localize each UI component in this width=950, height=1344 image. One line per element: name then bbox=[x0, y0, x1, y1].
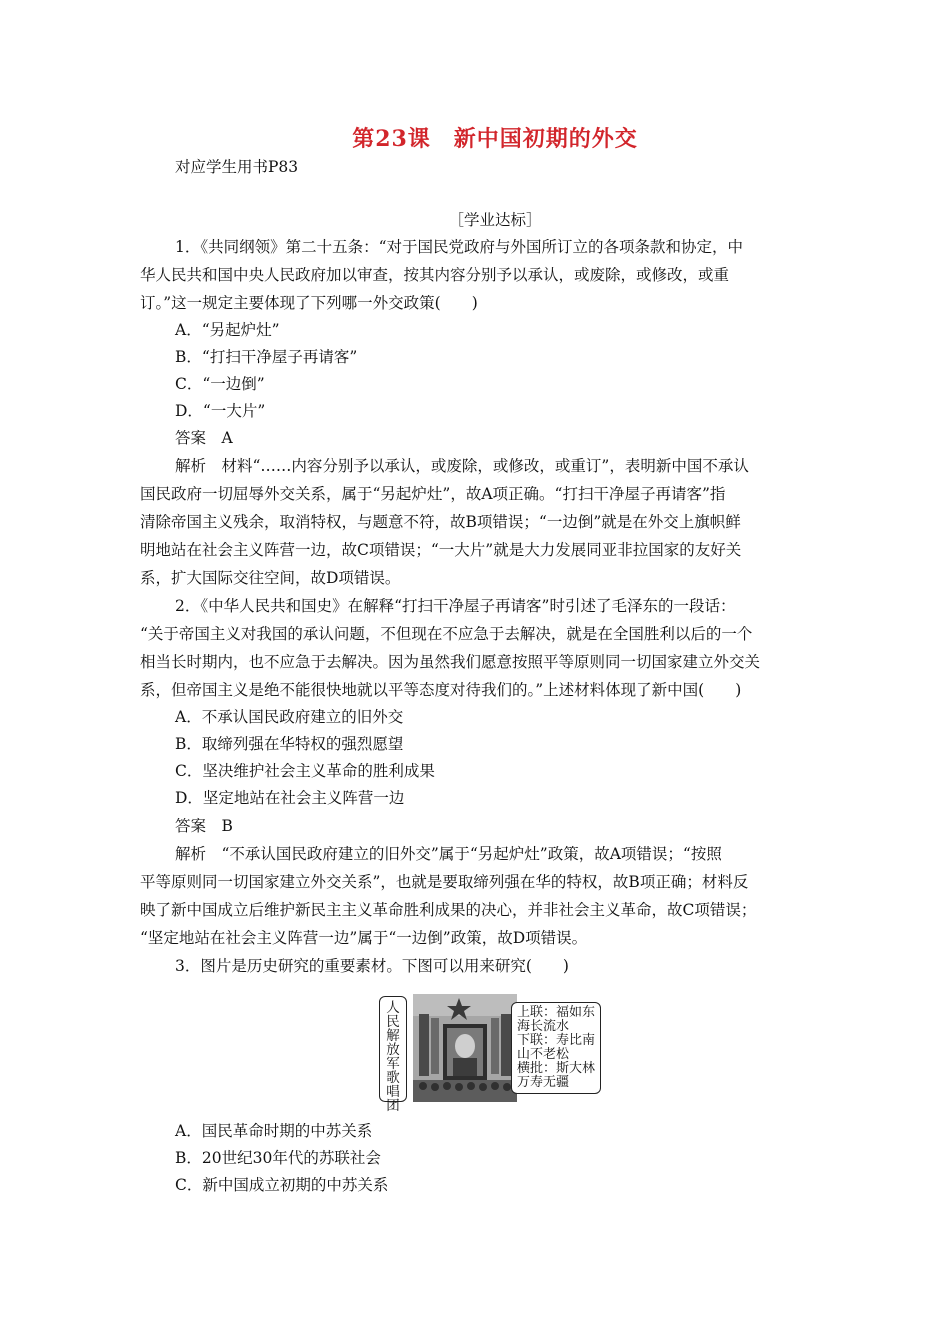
couplet-callout bbox=[511, 1002, 601, 1094]
couplet-line-2: 海长流水 bbox=[517, 1019, 570, 1034]
q1-answer: 答案 A bbox=[175, 429, 233, 447]
historical-photo-figure bbox=[379, 994, 601, 1114]
q2-option-a: A．不承认国民政府建立的旧外交 bbox=[175, 708, 404, 726]
couplet-line-1: 上联：福如东 bbox=[517, 1005, 596, 1020]
q1-option-b: B．“打扫干净屋子再请客” bbox=[175, 348, 358, 366]
stalin-portrait-photo bbox=[413, 994, 517, 1102]
q1-stem-line-2: 华人民共和国中央人民政府加以审查，按其内容分别予以承认，或废除，或修改，或重 bbox=[140, 266, 730, 284]
textbook-reference: 对应学生用书P83 bbox=[175, 158, 299, 176]
q2-stem-line-3: 相当长时期内，也不应急于去解决。因为虽然我们愿意按照平等原则同一切国家建立外交关 bbox=[140, 653, 761, 671]
q1-analysis-line-1: 解析 材料“……内容分别予以承认，或废除，或修改，或重订”，表明新中国不承认 bbox=[175, 457, 749, 475]
q2-analysis-line-1: 解析 “不承认国民政府建立的旧外交”属于“另起炉灶”政策，故A项错误；“按照 bbox=[175, 845, 722, 863]
couplet-line-5: 横批：斯大林 bbox=[517, 1061, 596, 1076]
section-heading: ［学业达标］ bbox=[448, 211, 542, 229]
q3-stem: 3．图片是历史研究的重要素材。下图可以用来研究( ) bbox=[175, 957, 569, 975]
q3-option-c: C．新中国成立初期的中苏关系 bbox=[175, 1176, 389, 1194]
couplet-line-3: 下联：寿比南 bbox=[517, 1033, 596, 1048]
q1-analysis-line-5: 系，扩大国际交往空间，故D项错误。 bbox=[140, 569, 401, 587]
q3-option-b: B．20世纪30年代的苏联社会 bbox=[175, 1149, 381, 1167]
q1-stem-line-3: 订。”这一规定主要体现了下列哪一外交政策( ) bbox=[140, 294, 478, 312]
lesson-title: 第23课 新中国初期的外交 bbox=[352, 126, 638, 152]
q2-stem-line-4: 系，但帝国主义是绝不能很快地就以平等态度对待我们的。”上述材料体现了新中国( ) bbox=[140, 681, 742, 699]
vertical-banner-text: 人民解放军歌唱团 bbox=[386, 1000, 400, 1114]
q1-option-c: C．“一边倒” bbox=[175, 375, 265, 393]
q2-analysis-line-4: “坚定地站在社会主义阵营一边”属于“一边倒”政策，故D项错误。 bbox=[140, 929, 588, 947]
q1-option-d: D．“一大片” bbox=[175, 402, 266, 420]
q2-analysis-line-2: 平等原则同一切国家建立外交关系”，也就是要取缔列强在华的特权，故B项正确；材料反 bbox=[140, 873, 749, 891]
photo-illustration bbox=[413, 994, 517, 1102]
q2-answer: 答案 B bbox=[175, 817, 233, 835]
q3-option-a: A．国民革命时期的中苏关系 bbox=[175, 1122, 373, 1140]
q1-analysis-line-3: 清除帝国主义残余，取消特权，与题意不符，故B项错误；“一边倒”就是在外交上旗帜鲜 bbox=[140, 513, 741, 531]
q2-analysis-line-3: 映了新中国成立后维护新民主主义革命胜利成果的决心，并非社会主义革命，故C项错误； bbox=[140, 901, 757, 919]
q1-stem-line-1: 1．《共同纲领》第二十五条：“对于国民党政府与外国所订立的各项条款和协定，中 bbox=[175, 238, 744, 256]
q1-analysis-line-4: 明地站在社会主义阵营一边，故C项错误；“一大片”就是大力发展同亚非拉国家的友好关 bbox=[140, 541, 742, 559]
q1-analysis-line-2: 国民政府一切屈辱外交关系，属于“另起炉灶”，故A项正确。“打扫干净屋子再请客”指 bbox=[140, 485, 726, 503]
q2-stem-line-2: “关于帝国主义对我国的承认问题，不但现在不应急于去解决，就是在全国胜利以后的一个 bbox=[140, 625, 753, 643]
q2-option-b: B．取缔列强在华特权的强烈愿望 bbox=[175, 735, 404, 753]
couplet-line-4: 山不老松 bbox=[517, 1047, 570, 1062]
q2-option-c: C．坚决维护社会主义革命的胜利成果 bbox=[175, 762, 435, 780]
q2-option-d: D．坚定地站在社会主义阵营一边 bbox=[175, 789, 405, 807]
vertical-banner-label bbox=[379, 996, 407, 1114]
q2-stem-line-1: 2．《中华人民共和国史》在解释“打扫干净屋子再请客”时引述了毛泽东的一段话： bbox=[175, 597, 736, 615]
couplet-line-6: 万寿无疆 bbox=[517, 1075, 570, 1090]
q1-option-a: A．“另起炉灶” bbox=[175, 321, 280, 339]
